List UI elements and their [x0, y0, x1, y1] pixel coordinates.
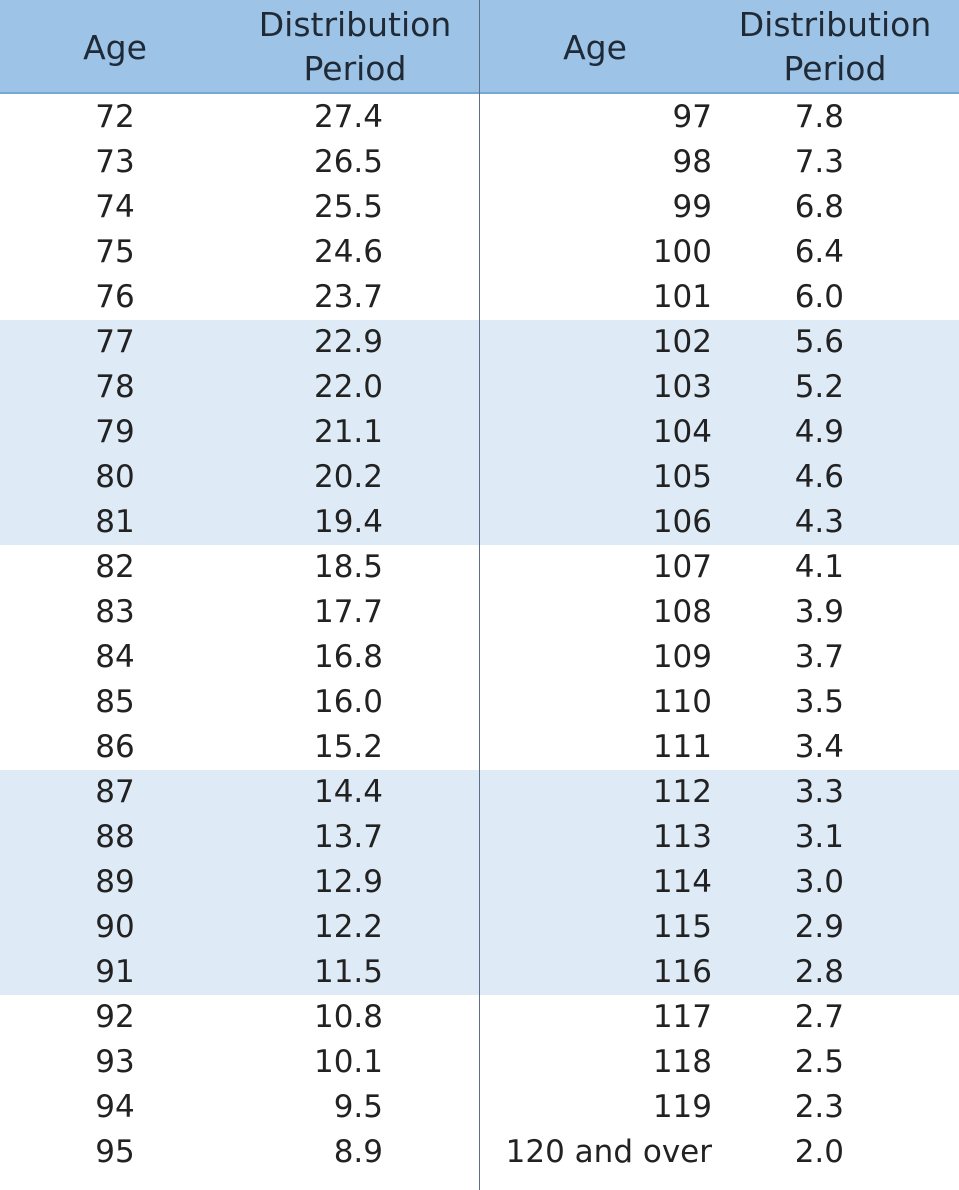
table-row — [480, 635, 959, 680]
table-row — [0, 185, 479, 230]
header-distribution-line1: Distribution — [738, 5, 932, 44]
distribution-period-cell: 4.1 — [794, 549, 844, 585]
age-cell: 107 — [652, 549, 712, 585]
table-row — [480, 1040, 959, 1085]
distribution-period-cell: 6.4 — [794, 234, 844, 270]
table-row — [480, 545, 959, 590]
distribution-period-cell: 2.5 — [794, 1044, 844, 1080]
age-cell: 112 — [652, 774, 712, 810]
table-right-half — [480, 0, 959, 1174]
table-row — [480, 230, 959, 275]
table-header-right — [480, 0, 959, 94]
distribution-period-cell: 2.9 — [794, 909, 844, 945]
age-cell: 118 — [652, 1044, 712, 1080]
table-row — [0, 995, 479, 1040]
table-left-half — [0, 0, 479, 1174]
age-cell: 108 — [652, 594, 712, 630]
table-row — [0, 590, 479, 635]
distribution-period-cell: 2.8 — [794, 954, 844, 990]
table-row — [480, 770, 959, 815]
table-row — [0, 815, 479, 860]
table-body-right — [480, 95, 959, 1175]
table-row — [480, 905, 959, 950]
distribution-period-cell: 16.0 — [313, 684, 383, 720]
table-row — [0, 680, 479, 725]
age-cell: 82 — [95, 549, 135, 585]
table-row — [480, 365, 959, 410]
table-row — [0, 1040, 479, 1085]
distribution-period-cell: 2.3 — [794, 1089, 844, 1125]
header-age: Age — [83, 27, 147, 67]
age-cell: 99 — [672, 189, 712, 225]
age-cell: 90 — [95, 909, 135, 945]
distribution-period-cell: 3.9 — [794, 594, 844, 630]
age-cell: 80 — [95, 459, 135, 495]
table-row — [480, 725, 959, 770]
table-row — [480, 680, 959, 725]
age-cell: 101 — [652, 279, 712, 315]
age-cell: 115 — [652, 909, 712, 945]
distribution-period-cell: 21.1 — [313, 414, 383, 450]
age-cell: 114 — [652, 864, 712, 900]
distribution-period-cell: 16.8 — [313, 639, 383, 675]
distribution-period-cell: 22.9 — [313, 324, 383, 360]
table-header-left — [0, 0, 479, 94]
age-cell: 95 — [95, 1134, 135, 1170]
age-cell: 74 — [95, 189, 135, 225]
age-cell: 105 — [652, 459, 712, 495]
distribution-period-cell: 7.8 — [794, 99, 844, 135]
distribution-period-cell: 26.5 — [313, 144, 383, 180]
distribution-period-cell: 17.7 — [313, 594, 383, 630]
distribution-period-cell: 12.2 — [313, 909, 383, 945]
age-cell: 79 — [95, 414, 135, 450]
age-cell: 103 — [652, 369, 712, 405]
table-row — [0, 1130, 479, 1175]
age-cell: 72 — [95, 99, 135, 135]
age-cell: 81 — [95, 504, 135, 540]
table-row — [0, 1085, 479, 1130]
age-cell: 98 — [672, 144, 712, 180]
age-cell: 102 — [652, 324, 712, 360]
age-cell: 73 — [95, 144, 135, 180]
distribution-period-cell: 3.5 — [794, 684, 844, 720]
header-distribution-period — [240, 0, 470, 94]
age-cell: 119 — [652, 1089, 712, 1125]
distribution-period-cell: 9.5 — [333, 1089, 383, 1125]
age-cell: 104 — [652, 414, 712, 450]
table-row — [480, 590, 959, 635]
table-row — [0, 725, 479, 770]
table-row — [0, 860, 479, 905]
table-row — [480, 410, 959, 455]
table-row — [480, 860, 959, 905]
table-row — [480, 140, 959, 185]
table-row — [480, 500, 959, 545]
table-row — [0, 320, 479, 365]
age-cell: 113 — [652, 819, 712, 855]
header-distribution-period — [720, 0, 950, 94]
distribution-period-cell: 10.8 — [313, 999, 383, 1035]
age-cell: 88 — [95, 819, 135, 855]
age-cell: 77 — [95, 324, 135, 360]
age-cell: 83 — [95, 594, 135, 630]
age-cell: 87 — [95, 774, 135, 810]
table-row — [480, 95, 959, 140]
distribution-period-cell: 4.6 — [794, 459, 844, 495]
distribution-period-cell: 8.9 — [333, 1134, 383, 1170]
distribution-period-cell: 6.0 — [794, 279, 844, 315]
age-cell: 78 — [95, 369, 135, 405]
table-row — [0, 635, 479, 680]
table-row — [0, 95, 479, 140]
distribution-period-cell: 14.4 — [313, 774, 383, 810]
age-cell: 100 — [652, 234, 712, 270]
table-row — [0, 410, 479, 455]
distribution-period-cell: 2.0 — [794, 1134, 844, 1170]
distribution-period-cell: 3.4 — [794, 729, 844, 765]
distribution-period-cell: 3.3 — [794, 774, 844, 810]
age-cell: 86 — [95, 729, 135, 765]
age-cell: 76 — [95, 279, 135, 315]
distribution-period-cell: 27.4 — [313, 99, 383, 135]
age-cell: 106 — [652, 504, 712, 540]
distribution-period-cell: 12.9 — [313, 864, 383, 900]
table-row — [0, 770, 479, 815]
distribution-period-cell: 5.6 — [794, 324, 844, 360]
table-row — [0, 950, 479, 995]
table-row — [480, 1130, 959, 1175]
header-age: Age — [563, 27, 627, 67]
table-row — [0, 500, 479, 545]
distribution-period-cell: 15.2 — [313, 729, 383, 765]
table-row — [0, 455, 479, 500]
age-cell: 109 — [652, 639, 712, 675]
table-row — [480, 995, 959, 1040]
distribution-period-cell: 13.7 — [313, 819, 383, 855]
distribution-period-cell: 18.5 — [313, 549, 383, 585]
age-cell: 110 — [652, 684, 712, 720]
table-row — [0, 545, 479, 590]
distribution-period-cell: 7.3 — [794, 144, 844, 180]
distribution-period-cell: 6.8 — [794, 189, 844, 225]
age-cell: 111 — [652, 729, 712, 765]
distribution-period-cell: 20.2 — [313, 459, 383, 495]
age-cell: 75 — [95, 234, 135, 270]
distribution-period-cell: 10.1 — [313, 1044, 383, 1080]
distribution-period-cell: 3.7 — [794, 639, 844, 675]
distribution-period-cell: 19.4 — [313, 504, 383, 540]
table-row — [480, 815, 959, 860]
table-row — [0, 905, 479, 950]
age-cell: 97 — [672, 99, 712, 135]
distribution-period-cell: 4.9 — [794, 414, 844, 450]
distribution-period-cell: 3.1 — [794, 819, 844, 855]
age-cell: 116 — [652, 954, 712, 990]
age-cell: 93 — [95, 1044, 135, 1080]
distribution-period-cell: 11.5 — [313, 954, 383, 990]
header-distribution-line2: Period — [303, 49, 407, 88]
table-row — [480, 275, 959, 320]
table-row — [0, 140, 479, 185]
table-row — [480, 185, 959, 230]
age-cell: 117 — [652, 999, 712, 1035]
table-row — [0, 365, 479, 410]
age-cell: 91 — [95, 954, 135, 990]
header-distribution-line2: Period — [783, 49, 887, 88]
age-cell: 120 and over — [505, 1134, 712, 1170]
age-cell: 89 — [95, 864, 135, 900]
distribution-period-cell: 23.7 — [313, 279, 383, 315]
distribution-period-cell: 5.2 — [794, 369, 844, 405]
table-row — [0, 275, 479, 320]
table-row — [480, 320, 959, 365]
distribution-period-cell: 24.6 — [313, 234, 383, 270]
table-row — [0, 230, 479, 275]
age-cell: 85 — [95, 684, 135, 720]
age-cell: 84 — [95, 639, 135, 675]
table-row — [480, 455, 959, 500]
distribution-period-cell: 25.5 — [313, 189, 383, 225]
table-body-left — [0, 95, 479, 1175]
table-row — [480, 950, 959, 995]
distribution-period-cell: 2.7 — [794, 999, 844, 1035]
distribution-period-cell: 4.3 — [794, 504, 844, 540]
age-cell: 94 — [95, 1089, 135, 1125]
age-cell: 92 — [95, 999, 135, 1035]
distribution-period-cell: 3.0 — [794, 864, 844, 900]
distribution-period-cell: 22.0 — [313, 369, 383, 405]
table-row — [480, 1085, 959, 1130]
header-distribution-line1: Distribution — [258, 5, 452, 44]
